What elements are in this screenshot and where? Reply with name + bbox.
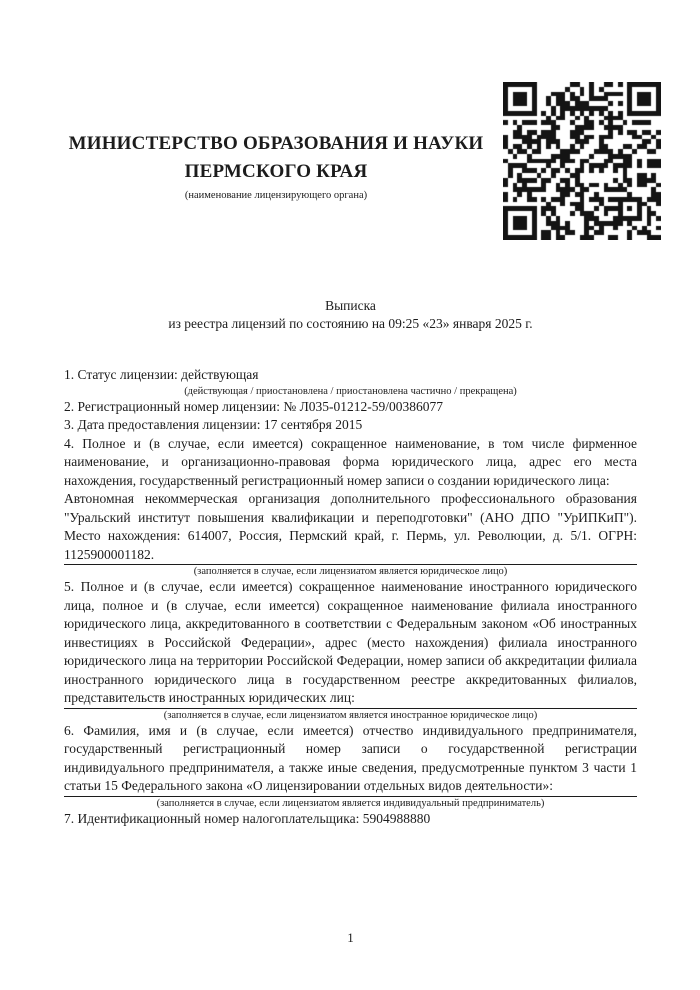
ministry-name-line1: МИНИСТЕРСТВО ОБРАЗОВАНИЯ И НАУКИ bbox=[68, 133, 484, 154]
page-number: 1 bbox=[347, 930, 354, 945]
document-title-line2: из реестра лицензий по состоянию на 09:25 «23» января 2025 г. bbox=[168, 315, 533, 331]
taxpayer-id: 7. Идентификационный номер налогоплательщика: 5904988880 bbox=[64, 810, 431, 826]
license-status: 1. Статус лицензии: действующая bbox=[64, 367, 259, 382]
document-title-line1: Выписка bbox=[325, 298, 376, 313]
ministry-caption: (наименование лицензирующего органа) bbox=[184, 190, 368, 201]
licensing-authority-header bbox=[58, 130, 494, 202]
qr-code bbox=[503, 82, 661, 240]
license-registration-number: 2. Регистрационный номер лицензии: № Л035-01212-59/00386077 bbox=[64, 398, 444, 414]
legal-entity-field-label: 4. Полное и (в случае, если имеется) сокращенное наименование, в том числе фирменное наименование, и организационно-правовая форма юридического лица, адрес его места нахождения, государственный регистрационный номер записи о создании юридического лица: bbox=[64, 435, 637, 488]
foreign-entity-field-label: 5. Полное и (в случае, если имеется) сокращенное наименование иностранного юридического лица, полное и (в случае, если имеется) сокращенное наименование филиала иностранного юридического лица, аккредитованного в соответствии с Федеральным законом «Об иностранных инвестициях в Российской Федерации», адрес (место нахождения) филиала иностранного юридического лица на территории Российской Федерации, номер записи об аккредитации филиала иностранного юридического лица в государственном реестре аккредитованных филиалов, представительств иностранных юридических лиц: bbox=[64, 579, 637, 705]
license-status-options-caption: (действующая / приостановлена / приостановлена частично / прекращена) bbox=[184, 385, 517, 397]
legal-entity-field-value: Автономная некоммерческая организация дополнительного профессионального образования "Уральский институт повышения квалификации и переподготовки" (АНО ДПО "УрИПКиП"). Место нахождения: 614007, Россия, Пермский край, г. Пермь, ул. Революции, д. 5/1. ОГРН: 1125900001182. bbox=[64, 491, 637, 562]
license-grant-date: 3. Дата предоставления лицензии: 17 сентября 2015 bbox=[64, 417, 363, 432]
legal-entity-caption: (заполняется в случае, если лицензиатом является юридическое лицо) bbox=[193, 566, 508, 577]
ministry-name-line2: ПЕРМСКОГО КРАЯ bbox=[184, 161, 368, 182]
foreign-entity-caption: (заполняется в случае, если лицензиатом является иностранное юридическое лицо) bbox=[163, 709, 538, 721]
individual-entrepreneur-field-label: 6. Фамилия, имя и (в случае, если имеется) отчество индивидуального предпринимателя, государственный регистрационный номер записи о государственной регистрации индивидуального предпринимателя, а также иные сведения, предусмотренные пунктом 3 части 1 статьи 15 Федерального закона «О лицензировании отдельных видов деятельности»: bbox=[64, 722, 637, 793]
document-title bbox=[64, 297, 637, 332]
document-body bbox=[64, 366, 637, 828]
individual-entrepreneur-caption: (заполняется в случае, если лицензиатом является индивидуальный предприниматель) bbox=[156, 797, 545, 809]
